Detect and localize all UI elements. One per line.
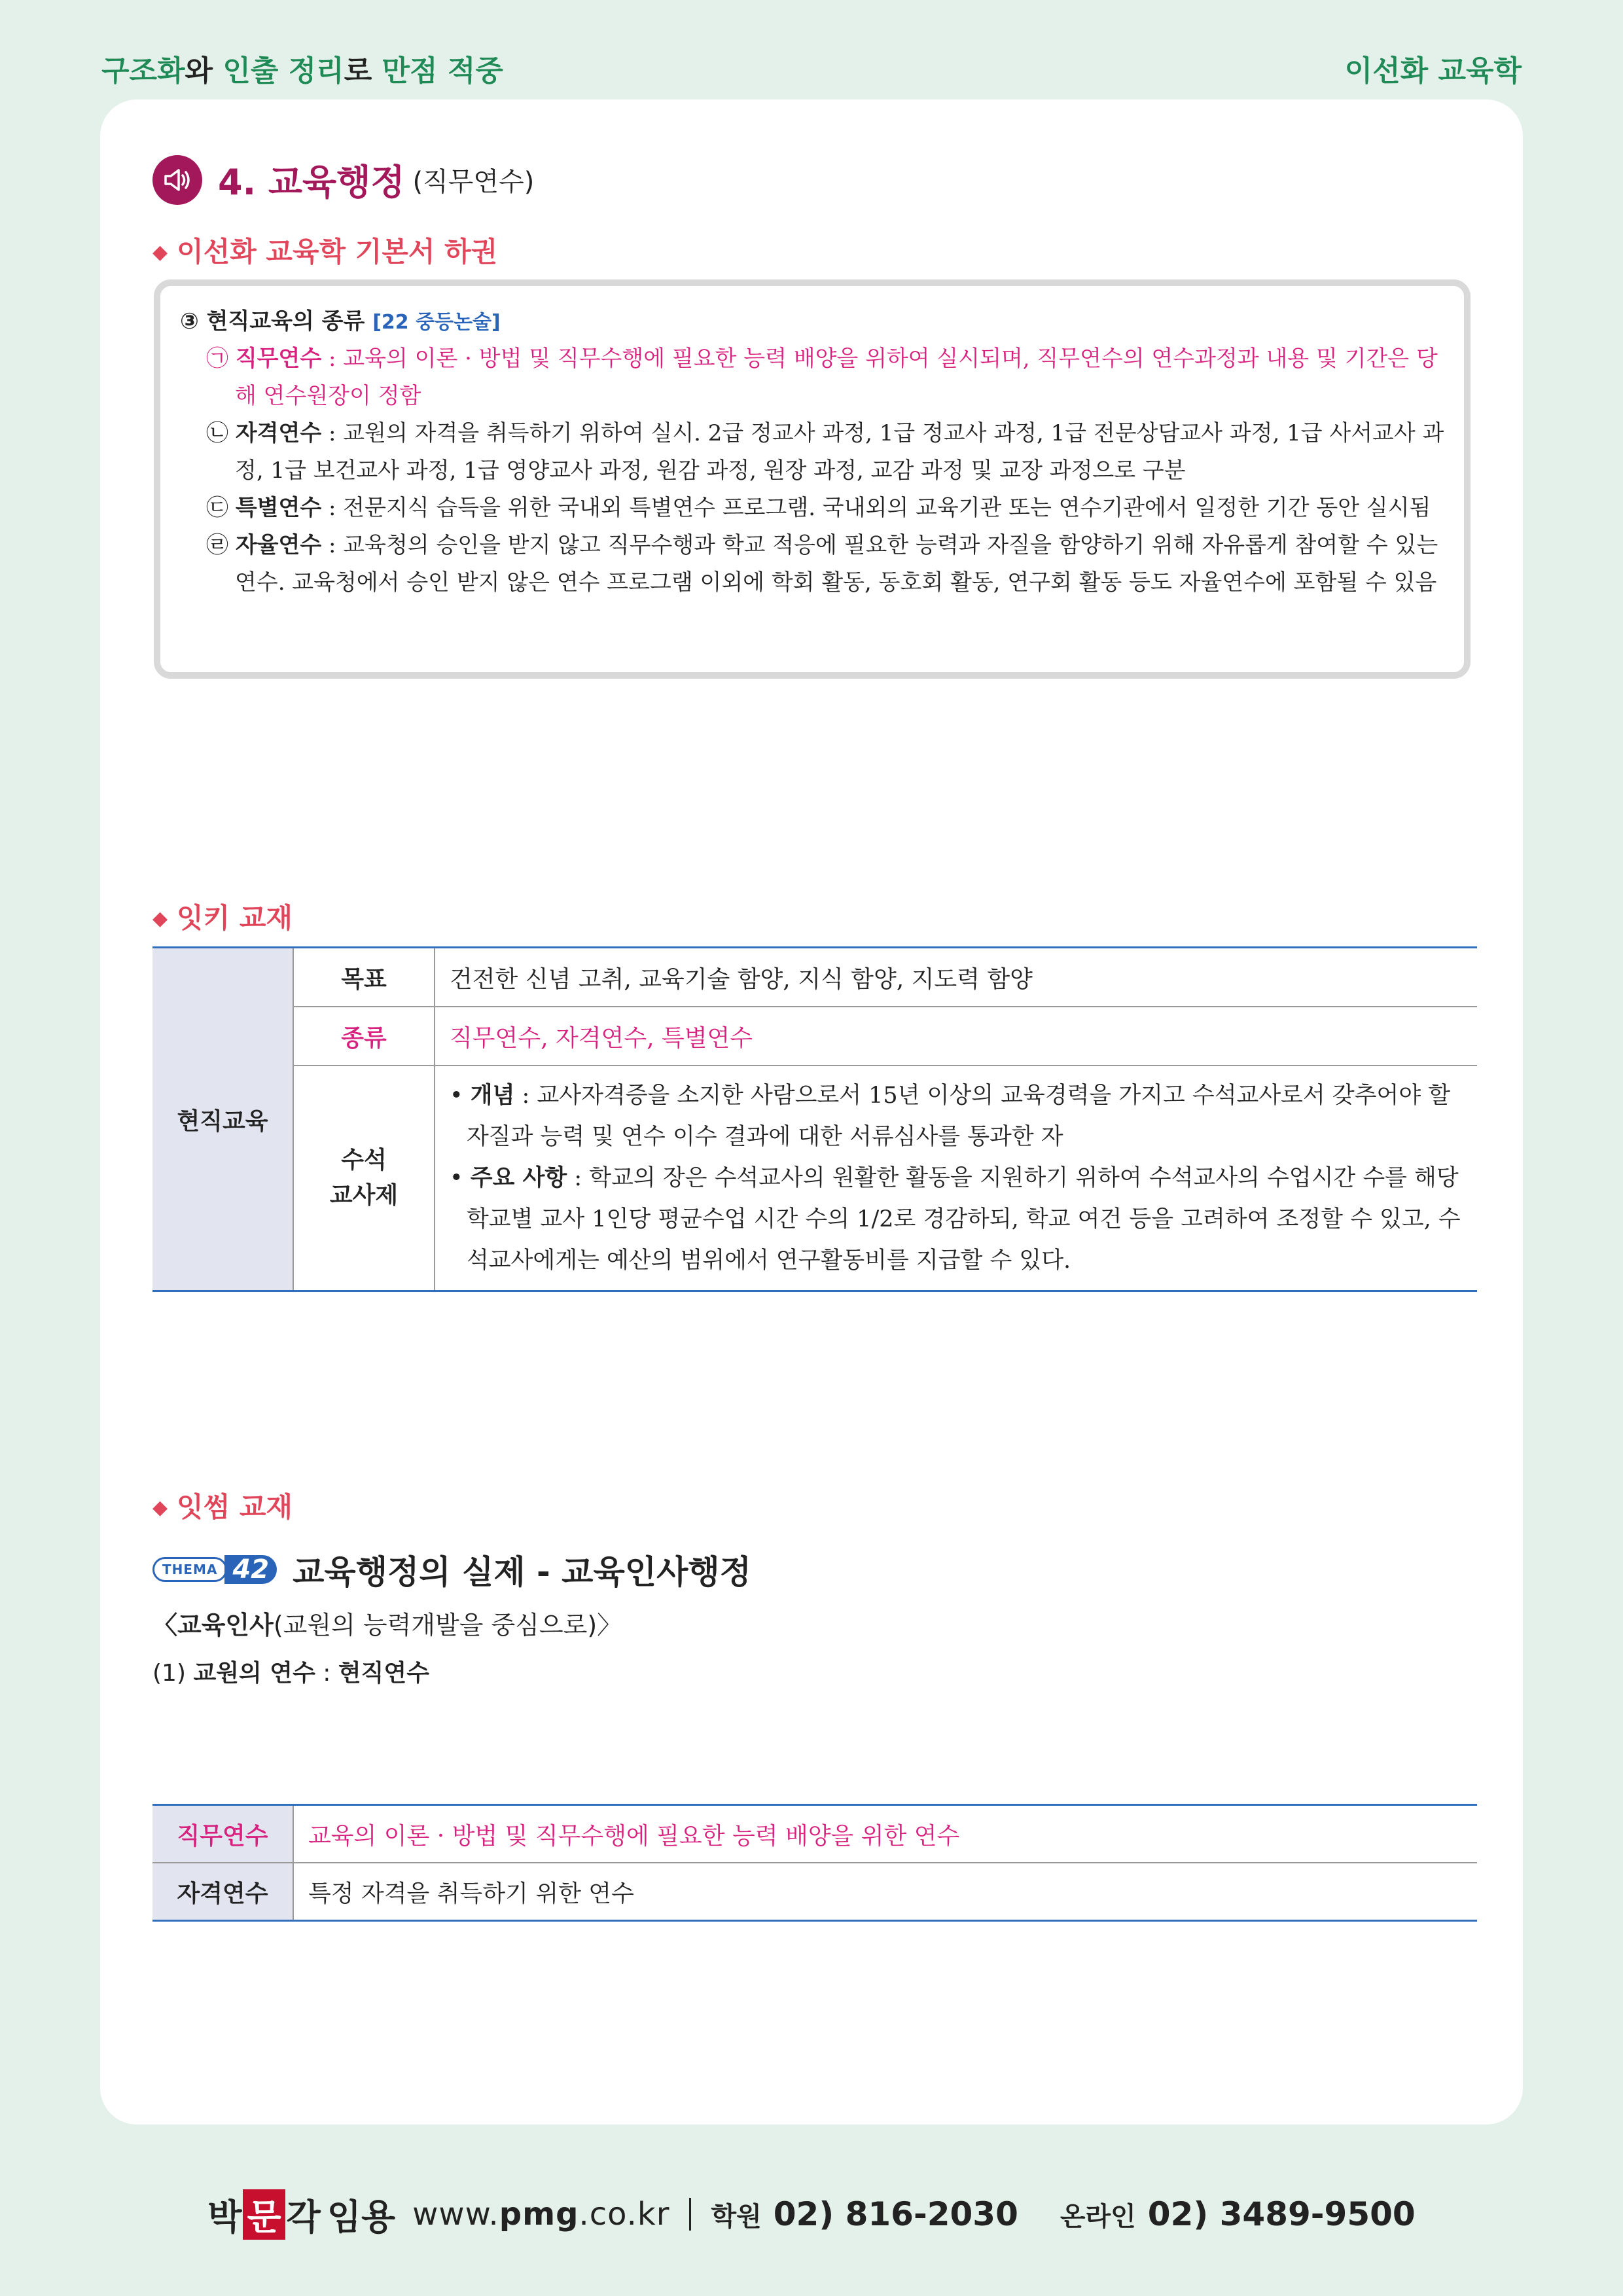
slogan-part: 인출 정리 <box>223 54 344 88</box>
logo-text: 각 <box>286 2196 321 2238</box>
master-teacher-value <box>435 1066 1477 1291</box>
goal-label: 목표 <box>293 948 435 1007</box>
item-bold-end: 현직연수 <box>338 1660 429 1687</box>
row-header: 현직교육 <box>152 948 293 1291</box>
url-part: www. <box>412 2196 499 2233</box>
subsection-item <box>152 1655 429 1688</box>
academy-phone: 02) 816-2030 <box>773 2195 1018 2233</box>
list-item <box>180 340 1444 415</box>
online-label: 온라인 <box>1060 2201 1136 2232</box>
item-label: 특별연수 <box>235 495 322 521</box>
section-title: 4. 교육행정 <box>218 162 405 203</box>
type-value: 직무연수, 자격연수, 특별연수 <box>435 1007 1477 1066</box>
slogan-part: 구조화 <box>101 54 185 88</box>
master-teacher-label <box>293 1066 435 1291</box>
bullet-item: • 주요 사항 : 학교의 장은 수석교사의 원활한 활동을 지원하기 위하여 수석교사의 수업시간 수를 해당 학교별 교사 1인당 평균수업 시간 수의 1/2로 경감하되, 학교 여건 등을 고려하여 조정할 수 있고, 수석교사에게는 예산의 범위에서 연구활동비를 지급할 수 있다. <box>450 1164 1461 1274</box>
row-label: 자격연수 <box>152 1863 293 1921</box>
diamond-icon: ◆ <box>152 907 168 930</box>
slogan-part: 만점 적중 <box>382 54 503 88</box>
online-phone: 02) 3489-9500 <box>1147 2195 1416 2233</box>
list-item <box>180 490 1444 527</box>
logo-text: 임용 <box>327 2196 396 2238</box>
list-item <box>180 527 1444 601</box>
row-value: 특정 자격을 취득하기 위한 연수 <box>293 1863 1477 1921</box>
itkey-heading-text: 잇키 교재 <box>177 902 293 934</box>
item-prefix: (1) <box>152 1660 194 1687</box>
itssum-heading-text: 잇썸 교재 <box>177 1491 293 1523</box>
table-row <box>152 1805 1477 1863</box>
textbook-box <box>154 279 1471 679</box>
publisher-logo <box>207 2189 395 2240</box>
slogan-part: 로 <box>344 54 382 88</box>
slogan-part: 와 <box>185 54 223 88</box>
subsection-title <box>152 1605 622 1641</box>
logo-text: 문 <box>243 2189 285 2240</box>
bullet-text: : 학교의 장은 수석교사의 원활한 활동을 지원하기 위하여 수석교사의 수업시간 수를 해당 학교별 교사 1인당 평균수업 시간 수의 1/2로 경감하되, 학교 여건 등을 고려하여 조정할 수 있고, 수석교사에게는 예산의 범위에서 연구활동비를 지급할 수 있다. <box>467 1164 1461 1274</box>
logo-text: 박 <box>207 2196 242 2238</box>
url-part: .co.kr <box>579 2196 670 2233</box>
textbook-heading <box>152 230 497 270</box>
item-label: 자격연수 <box>235 420 322 446</box>
itkey-table <box>152 946 1477 1292</box>
section-heading <box>152 154 534 205</box>
diamond-icon: ◆ <box>152 241 168 264</box>
bullet-label: 주요 사항 <box>470 1164 567 1191</box>
item-text: : 교육의 이론 · 방법 및 직무수행에 필요한 능력 배양을 위하여 실시되며, 직무연수의 연수과정과 내용 및 기간은 당해 연수원장이 정함 <box>235 346 1438 409</box>
subsection-rest: (교원의 능력개발을 중심으로)〉 <box>273 1611 622 1640</box>
thema-label: THEMA <box>152 1557 227 1582</box>
website-link[interactable] <box>412 2196 669 2233</box>
subsection-bold: 〈교육인사 <box>152 1611 274 1640</box>
bullet-text: : 교사자격증을 소지한 사람으로서 15년 이상의 교육경력을 가지고 수석교사로서 갖추어야 할 자질과 능력 및 연수 이수 결과에 대한 서류심사를 통과한 자 <box>467 1082 1451 1150</box>
speaker-icon <box>152 155 202 205</box>
exam-tag: [22 중등논술] <box>372 311 501 334</box>
textbook-heading-text: 이선화 교육학 기본서 하권 <box>177 236 498 268</box>
item-marker: ㉣ <box>206 532 228 558</box>
item-bold: 교원의 연수 <box>193 1660 315 1687</box>
table-row <box>152 1007 1477 1066</box>
footer <box>0 2185 1623 2244</box>
box-title <box>180 303 1444 335</box>
item-marker: ㉡ <box>206 420 228 446</box>
bullet-item: • 개념 : 교사자격증을 소지한 사람으로서 15년 이상의 교육경력을 가지고 수석교사로서 갖추어야 할 자질과 능력 및 연수 이수 결과에 대한 서류심사를 통과한 자 <box>450 1082 1451 1150</box>
itkey-heading <box>152 897 293 936</box>
header-author: 이선화 교육학 <box>1344 54 1522 88</box>
box-title-text: ③ 현직교육의 종류 <box>180 308 365 334</box>
type-label: 종류 <box>293 1007 435 1066</box>
goal-value: 건전한 신념 고취, 교육기술 함양, 지식 함양, 지도력 함양 <box>435 948 1477 1007</box>
item-label: 직무연수 <box>235 346 322 372</box>
divider <box>689 2198 691 2231</box>
thema-heading <box>152 1546 751 1593</box>
academy-label: 학원 <box>711 2201 762 2232</box>
section-subtitle: (직무연수) <box>412 167 535 197</box>
item-label: 자율연수 <box>235 532 322 558</box>
thema-badge <box>152 1555 277 1584</box>
thema-number: 42 <box>224 1555 277 1584</box>
itssum-table <box>152 1804 1477 1922</box>
itssum-heading <box>152 1486 293 1525</box>
url-part: pmg <box>499 2196 579 2233</box>
item-text: : 교육청의 승인을 받지 않고 직무수행과 학교 적응에 필요한 능력과 자질을 함양하기 위해 자유롭게 참여할 수 있는 연수. 교육청에서 승인 받지 않은 연수 프로그램 이외에 학회 활동, 동호회 활동, 연구회 활동 등도 자율연수에 포함될 수 있음 <box>235 532 1438 596</box>
header-slogan <box>101 47 503 89</box>
master-label-line: 수석 <box>341 1147 387 1174</box>
content-card <box>100 99 1523 2125</box>
item-text: : 교원의 자격을 취득하기 위하여 실시. 2급 정교사 과정, 1급 정교사 과정, 1급 전문상담교사 과정, 1급 사서교사 과정, 1급 보건교사 과정, 1급 영양교사 과정, 원감 과정, 원장 과정, 교감 과정 및 교장 과정으로 구분 <box>235 420 1444 484</box>
item-sep: : <box>315 1660 338 1687</box>
item-marker: ㉠ <box>206 346 228 372</box>
item-text: : 전문지식 습득을 위한 국내외 특별연수 프로그램. 국내외의 교육기관 또는 연수기관에서 일정한 기간 동안 실시됨 <box>321 495 1431 521</box>
diamond-icon: ◆ <box>152 1496 168 1519</box>
item-marker: ㉢ <box>206 495 228 521</box>
row-label: 직무연수 <box>152 1805 293 1863</box>
bullet-label: 개념 <box>470 1082 515 1109</box>
table-row <box>152 948 1477 1007</box>
table-row <box>152 1066 1477 1291</box>
table-row <box>152 1863 1477 1921</box>
master-label-line: 교사제 <box>329 1182 399 1209</box>
list-item <box>180 415 1444 490</box>
thema-title: 교육행정의 실제 - 교육인사행정 <box>293 1553 751 1591</box>
row-value: 교육의 이론 · 방법 및 직무수행에 필요한 능력 배양을 위한 연수 <box>293 1805 1477 1863</box>
